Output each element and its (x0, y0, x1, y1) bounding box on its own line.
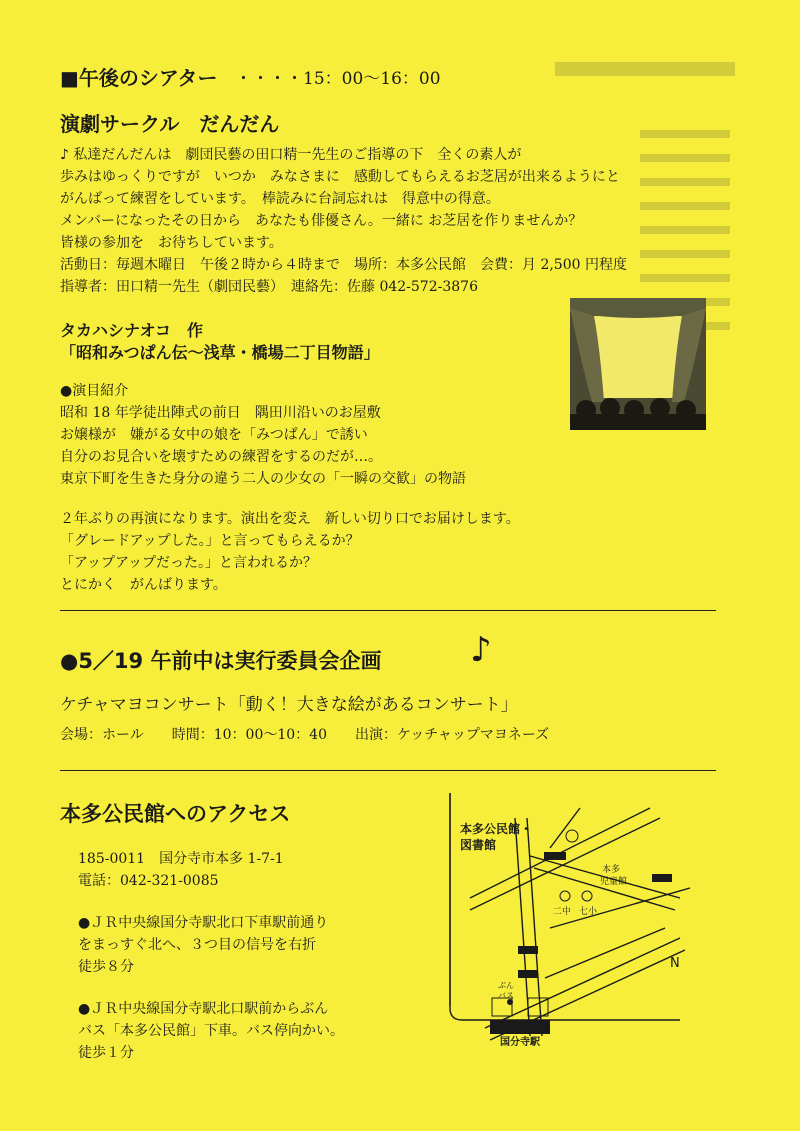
intro-line: 皆様の参加を お待ちしています。 (60, 235, 283, 251)
theater-time: ・・・・15：00〜16：00 (235, 69, 441, 89)
closing-line: とにかく がんばります。 (60, 577, 227, 593)
map-label-bus2: バス (498, 991, 514, 1000)
access-map (430, 788, 700, 1058)
map-label-nishiki: 西国分 (490, 1020, 509, 1027)
closing-line: 「グレードアップした。」と言ってもらえるか？ (60, 533, 360, 549)
play-author: タカハシナオコ 作 (60, 321, 204, 340)
intro-line: がんばって練習をしています。 棒読みに台詞忘れは 得意中の得意。 (60, 191, 500, 207)
route-2 (78, 998, 344, 1064)
map-label-jidokan: 児童館 (600, 877, 628, 887)
map-label-hall: 本多公民館・ (460, 822, 533, 836)
divider (60, 770, 716, 771)
closing-text (60, 508, 720, 596)
map-label-gozo: 五日市 (532, 1020, 551, 1027)
morning-heading: ●5／19 午前中は実行委員会企画 (60, 649, 382, 673)
intro-text (60, 144, 720, 298)
route-line: をまっすぐ北へ、３つ目の信号を右折 (78, 937, 316, 953)
concert-title: ケチャマヨコンサート「動く！大きな絵があるコンサート」 (60, 695, 518, 715)
intro-line: メンバーになったその日から あなたも俳優さん。一緒に お芝居を作りませんか？ (60, 213, 583, 229)
instructor-info: 指導者：田口精一先生（劇団民藝） 連絡先：佐藤 042-572-3876 (60, 279, 478, 295)
intro-line: ♪ 私達だんだんは 劇団民藝の田口精一先生のご指導の下 全くの素人が (60, 147, 522, 163)
access-address (78, 848, 284, 892)
route-line: ●ＪＲ中央線国分寺駅北口駅前からぶん (78, 1001, 329, 1017)
map-label-nanasho: 七小 (579, 907, 598, 917)
closing-line: ２年ぶりの再演になります。演出を変え 新しい切り口でお届けします。 (60, 511, 520, 527)
divider (60, 610, 716, 611)
closing-line: 「アップアップだった。」と言われるか？ (60, 555, 318, 571)
music-note-icon: ♪ (470, 630, 492, 670)
concert-details: 会場：ホール 時間：10：00〜10：40 出演：ケッチャップマヨネーズ (60, 727, 550, 743)
program-heading: ●演目紹介 (60, 383, 129, 399)
bleed-through-text (555, 62, 735, 76)
program-line: 自分のお見合いを壊すための練習をするのだが…。 (60, 449, 382, 465)
theater-heading: ■午後のシアター (60, 66, 218, 90)
route-line: 徒歩１分 (78, 1045, 134, 1061)
route-line: バス「本多公民館」下車。バス停向かい。 (78, 1023, 344, 1039)
map-label-station: 国分寺駅 (500, 1037, 540, 1048)
map-label-library: 図書館 (460, 838, 497, 852)
map-label-bus: ぶん (498, 981, 514, 990)
route-1 (78, 912, 328, 978)
program-line: 東京下町を生きた身分の違う二人の少女の「一瞬の交歓」の物語 (60, 471, 466, 487)
north-arrow-icon: N (670, 956, 680, 971)
phone-number: 電話：042-321-0085 (78, 873, 219, 889)
map-label-honda: 本多 (602, 865, 621, 875)
group-title: 演劇サークル だんだん (60, 112, 280, 136)
route-line: ●ＪＲ中央線国分寺駅北口下車駅前通り (78, 915, 329, 931)
play-title: 「昭和みつぱん伝〜浅草・橋場二丁目物語」 (60, 343, 380, 362)
route-line: 徒歩８分 (78, 959, 134, 975)
program-line: お嬢様が 嫌がる女中の娘を「みつぱん」で誘い (60, 427, 368, 443)
program-line: 昭和 18 年学徒出陣式の前日 隅田川沿いのお屋敷 (60, 405, 381, 421)
program-text (60, 380, 720, 490)
access-heading: 本多公民館へのアクセス (60, 802, 291, 826)
activity-info: 活動日：毎週木曜日 午後２時から４時まで 場所：本多公民館 会費：月 2,500 円程度 (60, 257, 627, 273)
map-label-nichu: 二中 (553, 907, 572, 917)
intro-line: 歩みはゆっくりですが いつか みなさまに 感動してもらえるお芝居が出来るようにと (60, 169, 620, 185)
postal-address: 185-0011 国分寺市本多 1-7-1 (78, 851, 284, 867)
